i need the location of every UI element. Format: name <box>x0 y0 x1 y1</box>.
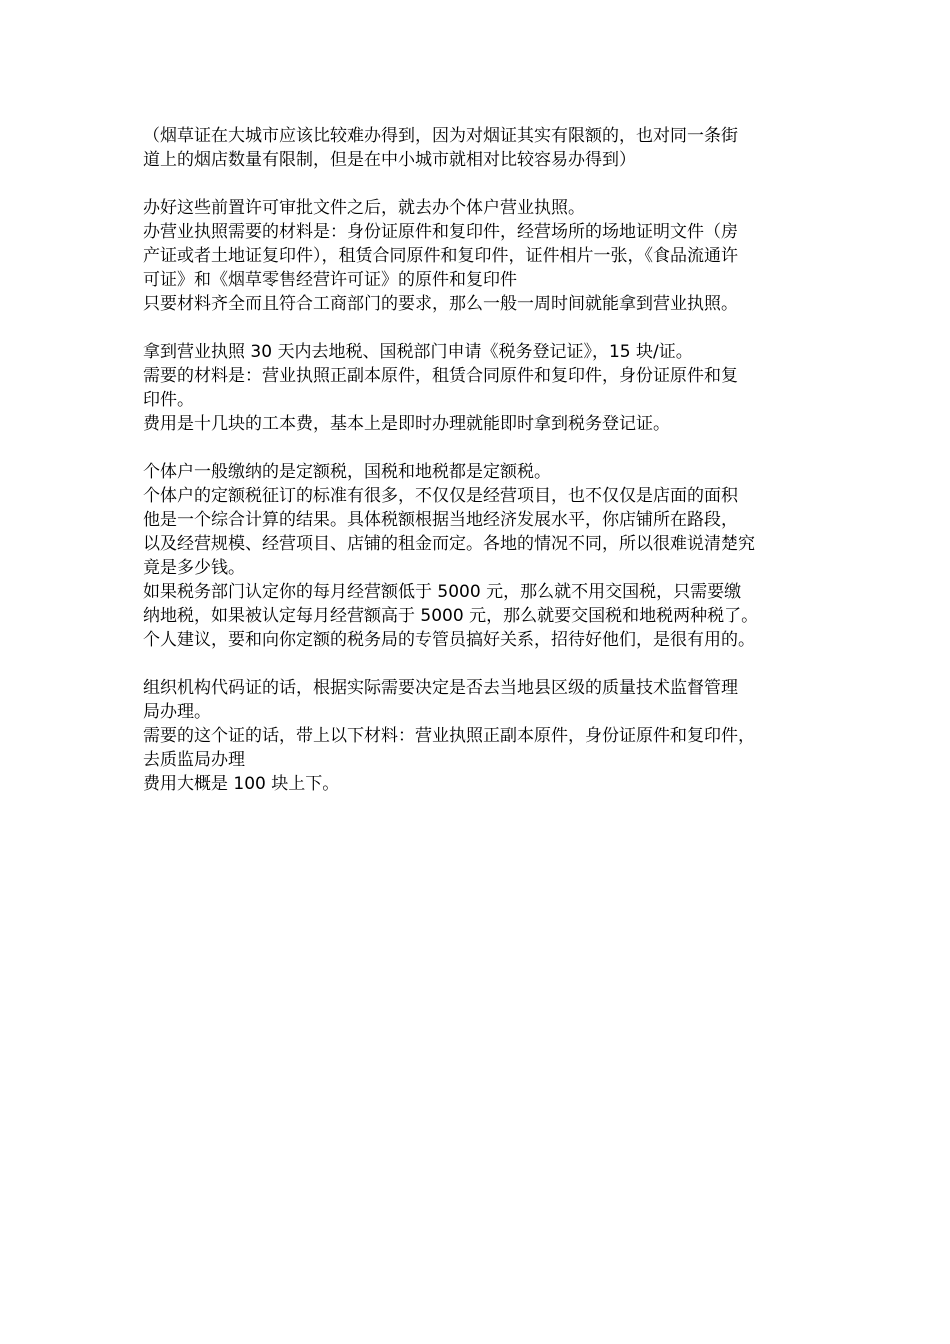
paragraph-organization-code <box>143 676 811 796</box>
text-line: 纳地税，如果被认定每月经营额高于 5000 元，那么就要交国税和地税两种税了。 <box>143 606 759 626</box>
text-line: 去质监局办理 <box>143 750 245 770</box>
text-line: 印件。 <box>143 390 194 410</box>
text-line: 只要材料齐全而且符合工商部门的要求，那么一般一周时间就能拿到营业执照。 <box>143 294 738 314</box>
text-line: 拿到营业执照 30 天内去地税、国税部门申请《税务登记证》，15 块/证。 <box>143 342 693 362</box>
paragraph-fixed-tax <box>143 460 811 652</box>
text-line: 组织机构代码证的话，根据实际需要决定是否去当地县区级的质量技术监督管理 <box>143 678 738 698</box>
text-line: 竟是多少钱。 <box>143 558 245 578</box>
text-line: 如果税务部门认定你的每月经营额低于 5000 元，那么就不用交国税，只需要缴 <box>143 582 742 602</box>
text-line: 办好这些前置许可审批文件之后，就去办个体户营业执照。 <box>143 198 585 218</box>
text-line: 个人建议，要和向你定额的税务局的专管员搞好关系，招待好他们，是很有用的。 <box>143 630 755 650</box>
text-line: 费用大概是 100 块上下。 <box>143 774 340 794</box>
text-line: 费用是十几块的工本费，基本上是即时办理就能即时拿到税务登记证。 <box>143 414 670 434</box>
text-line: 个体户一般缴纳的是定额税，国税和地税都是定额税。 <box>143 462 551 482</box>
text-line: 局办理。 <box>143 702 211 722</box>
document-body <box>143 124 811 820</box>
paragraph-tax-registration <box>143 340 811 436</box>
text-line: 道上的烟店数量有限制，但是在中小城市就相对比较容易办得到） <box>143 150 636 170</box>
text-line: 需要的材料是：营业执照正副本原件，租赁合同原件和复印件，身份证原件和复 <box>143 366 738 386</box>
text-line: （烟草证在大城市应该比较难办得到，因为对烟证其实有限额的，也对同一条街 <box>143 126 738 146</box>
text-line: 办营业执照需要的材料是：身份证原件和复印件，经营场所的场地证明文件（房 <box>143 222 738 242</box>
text-line: 个体户的定额税征订的标准有很多，不仅仅是经营项目，也不仅仅是店面的面积 <box>143 486 738 506</box>
text-line: 他是一个综合计算的结果。具体税额根据当地经济发展水平，你店铺所在路段， <box>143 510 738 530</box>
text-line: 需要的这个证的话，带上以下材料：营业执照正副本原件，身份证原件和复印件， <box>143 726 755 746</box>
paragraph-tobacco-license-note <box>143 124 811 172</box>
text-line: 可证》和《烟草零售经营许可证》的原件和复印件 <box>143 270 517 290</box>
text-line: 以及经营规模、经营项目、店铺的租金而定。各地的情况不同，所以很难说清楚究 <box>143 534 755 554</box>
paragraph-business-license <box>143 196 811 316</box>
text-line: 产证或者土地证复印件），租赁合同原件和复印件，证件相片一张，《食品流通许 <box>143 246 738 266</box>
